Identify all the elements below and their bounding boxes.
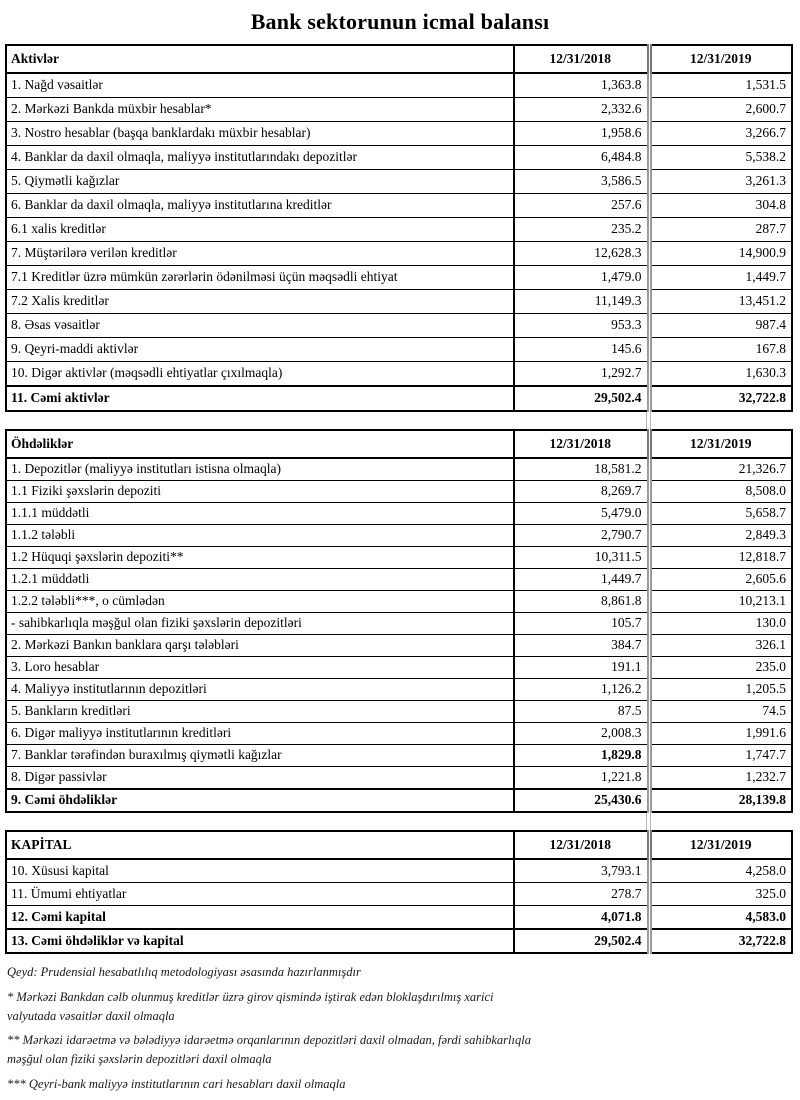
value-2018: 235.2 — [514, 218, 649, 242]
value-2019: 326.1 — [649, 635, 792, 657]
table-row — [6, 883, 792, 906]
row-label: 7.1 Kreditlər üzrə mümkün zərərlərin ödənilməsi üçün məqsədli ehtiyat — [6, 266, 514, 290]
value-2018: 29,502.4 — [514, 386, 649, 411]
table-row — [6, 789, 792, 812]
row-label: 7. Müştərilərə verilən kreditlər — [6, 242, 514, 266]
row-label: 6. Banklar da daxil olmaqla, maliyyə institutlarına kreditlər — [6, 194, 514, 218]
value-2018: 18,581.2 — [594, 461, 642, 477]
table-row — [6, 242, 792, 266]
row-label: 5. Bankların kreditləri — [6, 701, 514, 723]
value-2019: 12,818.7 — [649, 547, 792, 569]
table-row — [6, 745, 792, 767]
capital-rows — [6, 859, 792, 953]
value-2019: 2,605.6 — [649, 569, 792, 591]
value-2019: 10,213.1 — [649, 591, 792, 613]
value-2019: 2,600.7 — [649, 98, 792, 122]
value-2018: 29,502.4 — [514, 929, 649, 953]
footnote — [7, 1075, 647, 1094]
row-label: 10. Digər aktivlər (məqsədli ehtiyatlar çıxılmaqla) — [6, 362, 514, 387]
row-label: 7.2 Xalis kreditlər — [6, 290, 514, 314]
value-2019: 3,266.7 — [649, 122, 792, 146]
value-2019: 235.0 — [649, 657, 792, 679]
table-row — [6, 290, 792, 314]
value-2019: 1,747.7 — [649, 745, 792, 767]
row-label: 9. Qeyri-maddi aktivlər — [6, 338, 514, 362]
value-2019: 32,722.8 — [649, 929, 792, 953]
row-label: 13. Cəmi öhdəliklər və kapital — [6, 929, 514, 953]
row-label: 1. Nağd vəsaitlər — [6, 73, 514, 98]
value-2019: 1,232.7 — [649, 767, 792, 790]
value-2018: 1,449.7 — [514, 569, 649, 591]
table-row — [6, 146, 792, 170]
row-label: 1.2.1 müddətli — [6, 569, 514, 591]
table-row — [6, 679, 792, 701]
value-2019: 5,538.2 — [649, 146, 792, 170]
value-2018: 3,793.1 — [601, 862, 642, 878]
value-2018: 8,269.7 — [514, 481, 649, 503]
value-2019: 4,583.0 — [649, 906, 792, 930]
table-row — [6, 525, 792, 547]
value-2018: 4,071.8 — [514, 906, 649, 930]
table-row — [6, 314, 792, 338]
table-row — [6, 503, 792, 525]
table-row — [6, 613, 792, 635]
capital-header-row — [6, 831, 792, 859]
value-2018: 10,311.5 — [514, 547, 649, 569]
table-row — [6, 547, 792, 569]
value-2018: 2,790.7 — [514, 525, 649, 547]
value-2018: 1,221.8 — [514, 767, 649, 790]
table-row — [6, 723, 792, 745]
row-label: 6. Digər maliyyə institutlarının kreditləri — [6, 723, 514, 745]
value-2018: 1,829.8 — [514, 745, 649, 767]
table-row — [6, 701, 792, 723]
value-2019: 1,205.5 — [649, 679, 792, 701]
footnotes — [7, 963, 647, 1094]
value-2019: 13,451.2 — [649, 290, 792, 314]
value-2018: 2,008.3 — [514, 723, 649, 745]
footnote — [7, 1031, 647, 1069]
row-label: 1.1 Fiziki şəxslərin depoziti — [6, 481, 514, 503]
row-label: 8. Digər passivlər — [6, 767, 514, 790]
value-2018: 1,292.7 — [514, 362, 649, 387]
column-separator-line — [646, 412, 651, 429]
footnote-line: * Mərkəzi Bankdan cəlb olunmuş kreditlər üzrə girov qismində iştirak edən bloklaşdırılmış xarici — [7, 989, 494, 1004]
value-2019: 4,258.0 — [649, 859, 792, 883]
row-label: 1.2 Hüquqi şəxslərin depoziti** — [6, 547, 514, 569]
column-separator-line — [646, 813, 651, 830]
section-gap — [5, 813, 791, 830]
table-row — [6, 218, 792, 242]
row-label: 7. Banklar tərəfindən buraxılmış qiymətli kağızlar — [6, 745, 514, 767]
row-label: 12. Cəmi kapital — [6, 906, 514, 930]
row-label: 1.1.1 müddətli — [6, 503, 514, 525]
capital-table — [5, 830, 793, 954]
value-2019: 1,630.3 — [649, 362, 792, 387]
table-row — [6, 362, 792, 387]
section-gap — [5, 412, 791, 429]
table-row — [6, 657, 792, 679]
value-2018: 1,126.2 — [514, 679, 649, 701]
row-label: 4. Banklar da daxil olmaqla, maliyyə institutlarındakı depozitlər — [6, 146, 514, 170]
value-2019: 28,139.8 — [649, 789, 792, 812]
row-label: 8. Əsas vəsaitlər — [6, 314, 514, 338]
value-2018: 191.1 — [514, 657, 649, 679]
row-label: 6.1 xalis kreditlər — [6, 218, 514, 242]
column-header-2018: 12/31/2018 — [514, 45, 649, 73]
table-row — [6, 481, 792, 503]
value-2019: 32,722.8 — [649, 386, 792, 411]
row-label: 11. Ümumi ehtiyatlar — [6, 883, 514, 906]
row-label: - sahibkarlıqla məşğul olan fiziki şəxslərin depozitləri — [6, 613, 514, 635]
value-2019: 287.7 — [649, 218, 792, 242]
capital-section-header: KAPİTAL — [6, 831, 514, 859]
assets-header-row — [6, 45, 792, 73]
value-2019: 2,849.3 — [649, 525, 792, 547]
row-label: 3. Nostro hesablar (başqa banklardakı müxbir hesablar) — [6, 122, 514, 146]
assets-section-header: Aktivlər — [6, 45, 514, 73]
value-2019: 5,658.7 — [649, 503, 792, 525]
row-label: 5. Qiymətli kağızlar — [6, 170, 514, 194]
table-row — [6, 122, 792, 146]
value-2018: 87.5 — [514, 701, 649, 723]
value-2018: 6,484.8 — [514, 146, 649, 170]
row-label: 3. Loro hesablar — [6, 657, 514, 679]
table-row — [6, 386, 792, 411]
column-header-2019: 12/31/2019 — [649, 430, 792, 458]
column-header-2018: 12/31/2018 — [514, 831, 649, 859]
footnote-line: Qeyd: Prudensial hesabatlılıq metodologiyası əsasında hazırlanmışdır — [7, 965, 361, 979]
assets-table — [5, 44, 793, 412]
value-2018: 1,958.6 — [514, 122, 649, 146]
column-header-2019: 12/31/2019 — [649, 831, 792, 859]
value-2018: 3,586.5 — [514, 170, 649, 194]
table-row — [6, 569, 792, 591]
page-title: Bank sektorunun icmal balansı — [250, 9, 550, 34]
value-2019: 167.8 — [649, 338, 792, 362]
value-2019: 3,261.3 — [649, 170, 792, 194]
value-2018: 2,332.6 — [514, 98, 649, 122]
liabilities-rows — [6, 458, 792, 812]
table-row — [6, 591, 792, 613]
footnote-line: valyutada vəsaitlər daxil olmaqla — [7, 1008, 175, 1023]
value-2018: 1,363.8 — [601, 77, 642, 93]
value-2018: 25,430.6 — [514, 789, 649, 812]
row-label: 10. Xüsusi kapital — [6, 859, 514, 883]
table-row — [6, 266, 792, 290]
column-header-2018: 12/31/2018 — [514, 430, 649, 458]
liabilities-section-header: Öhdəliklər — [6, 430, 514, 458]
table-row — [6, 98, 792, 122]
footnote-line: ** Mərkəzi idarəetmə və bələdiyyə idarəetmə orqanlarının depozitləri daxil olmadan, fərdi sahibkarlıqla — [7, 1033, 531, 1048]
value-2019: 304.8 — [649, 194, 792, 218]
table-row — [6, 194, 792, 218]
value-2019: 21,326.7 — [649, 458, 792, 481]
value-2019: 1,531.5 — [649, 73, 792, 98]
value-2019: 14,900.9 — [649, 242, 792, 266]
liabilities-table — [5, 429, 793, 813]
balance-sheet-document — [0, 9, 800, 1094]
footnote — [7, 988, 647, 1026]
row-label: 2. Mərkəzi Bankın banklara qarşı tələbləri — [6, 635, 514, 657]
value-2018: 1,479.0 — [514, 266, 649, 290]
value-2019: 1,449.7 — [649, 266, 792, 290]
row-label: 2. Mərkəzi Bankda müxbir hesablar* — [6, 98, 514, 122]
row-label: 4. Maliyyə institutlarının depozitləri — [6, 679, 514, 701]
table-row — [6, 929, 792, 953]
table-row — [6, 859, 792, 883]
value-2018: 257.6 — [514, 194, 649, 218]
row-label: 11. Cəmi aktivlər — [6, 386, 514, 411]
table-row — [6, 458, 792, 481]
row-label: 1.2.2 tələbli***, o cümlədən — [6, 591, 514, 613]
row-label: 9. Cəmi öhdəliklər — [6, 789, 514, 812]
table-row — [6, 635, 792, 657]
value-2019: 1,991.6 — [649, 723, 792, 745]
value-2018: 105.7 — [514, 613, 649, 635]
value-2018: 11,149.3 — [514, 290, 649, 314]
value-2019: 74.5 — [649, 701, 792, 723]
assets-rows — [6, 73, 792, 411]
table-row — [6, 73, 792, 98]
footnote-line: məşğul olan fiziki şəxslərin depozitləri daxil olmaqla — [7, 1052, 272, 1066]
value-2018: 384.7 — [514, 635, 649, 657]
value-2018: 12,628.3 — [514, 242, 649, 266]
table-row — [6, 906, 792, 930]
value-2019: 8,508.0 — [649, 481, 792, 503]
liabilities-header-row — [6, 430, 792, 458]
value-2018: 278.7 — [514, 883, 649, 906]
value-2019: 325.0 — [649, 883, 792, 906]
value-2019: 987.4 — [649, 314, 792, 338]
value-2018: 5,479.0 — [514, 503, 649, 525]
footnote — [7, 963, 647, 982]
value-2019: 130.0 — [649, 613, 792, 635]
value-2018: 953.3 — [514, 314, 649, 338]
row-label: 1.1.2 tələbli — [6, 525, 514, 547]
table-row — [6, 338, 792, 362]
value-2018: 8,861.8 — [514, 591, 649, 613]
footnote-line: *** Qeyri-bank maliyyə institutlarının cari hesabları daxil olmaqla — [7, 1076, 346, 1091]
table-row — [6, 170, 792, 194]
value-2018: 145.6 — [514, 338, 649, 362]
table-row — [6, 767, 792, 790]
column-header-2019: 12/31/2019 — [649, 45, 792, 73]
row-label: 1. Depozitlər (maliyyə institutları istisna olmaqla) — [6, 458, 514, 481]
